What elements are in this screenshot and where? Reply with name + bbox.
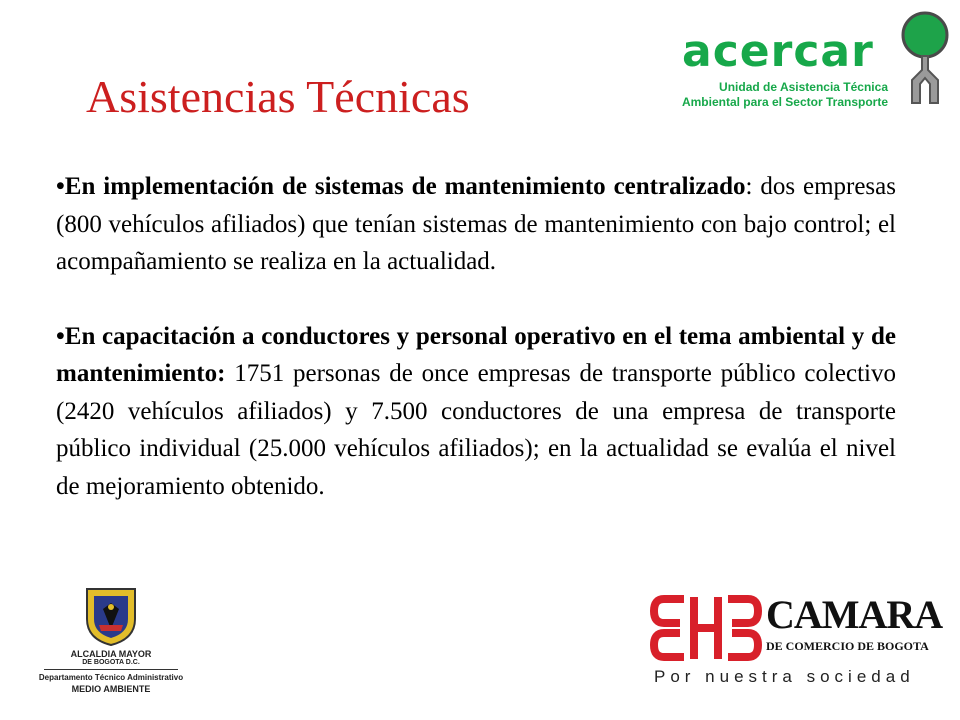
bullet-item-2 <box>56 318 896 506</box>
bullet-item-1-heading: En implementación de sistemas de mantenimiento centralizado <box>64 173 746 200</box>
alcaldia-line-3: Departamento Técnico Administrativo <box>38 673 184 682</box>
bullet-icon: • <box>56 322 65 350</box>
alcaldia-line-4: MEDIO AMBIENTE <box>71 684 151 694</box>
bullet-item-1-text: : dos empresas (800 vehículos afiliados) que tenían sistemas de mantenimiento con bajo control; el acompañamiento se realiza en la actualidad. <box>56 173 896 275</box>
divider <box>44 669 178 670</box>
camara-logo-subtitle: DE COMERCIO DE BOGOTA <box>766 639 929 653</box>
bullet-icon: • <box>56 173 65 200</box>
alcaldia-line-2: DE BOGOTA D.C. <box>82 659 140 666</box>
camara-emblem-icon <box>650 593 762 663</box>
content-body <box>56 168 896 505</box>
camara-logo-slogan: Por nuestra sociedad <box>654 667 915 686</box>
acercar-logo-subtitle-2: Ambiental para el Sector Transporte <box>681 95 888 109</box>
alcaldia-line-1: ALCALDIA MAYOR <box>70 649 152 659</box>
coat-of-arms-icon <box>81 585 141 647</box>
tree-icon <box>900 8 950 110</box>
camara-logo-name: CAMARA <box>766 592 943 637</box>
slide-title: Asistencias Técnicas <box>86 71 470 122</box>
bullet-item-1 <box>56 168 896 281</box>
camara-logo <box>640 585 950 695</box>
acercar-logo <box>660 8 950 110</box>
alcaldia-logo <box>26 585 196 700</box>
bullet-item-2-text: 1751 personas de once empresas de transporte público colectivo (2420 vehículos afiliados) y 7.500 conductores de una empresa de transporte público individual (25.000 vehículos afiliados); en la actualidad se evalúa el nivel de mejoramiento obtenido. <box>56 360 896 500</box>
bullet-item-2-heading: En capacitación a conductores y personal operativo en el tema ambiental y de mantenimiento: <box>56 322 896 387</box>
acercar-logo-subtitle-1: Unidad de Asistencia Técnica <box>719 80 888 94</box>
acercar-logo-wordmark: acercar <box>682 26 874 77</box>
